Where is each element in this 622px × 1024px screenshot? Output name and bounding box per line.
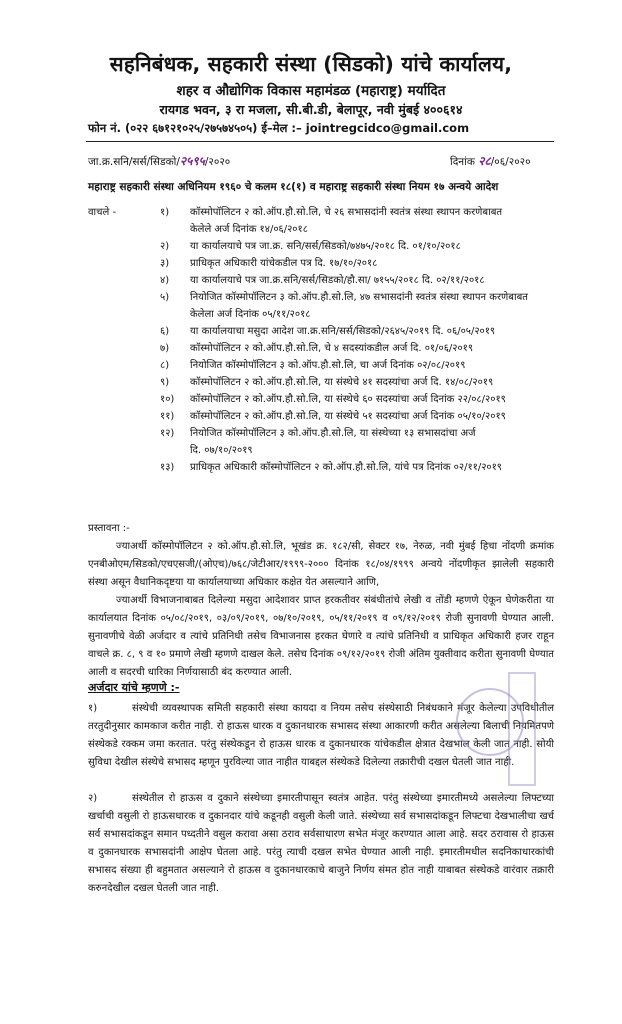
reference-text [190, 340, 554, 357]
reference-line: केलेले अर्ज दिनांक १४/०६/२०१८ [190, 224, 308, 235]
point-2-number: २) [88, 793, 98, 804]
point-1-text: संस्थेची व्यवस्थापक समिती सहकारी संस्था कायदा व नियम तसेच संस्थेसाठी निबंधकाने मंजूर केलेल्या उपविधीतील तरतुदीनुसार कामकाज करीत नाही. रो हाऊस धारक व दुकानधारक सभासद संस्था आकारणी करीत असलेल्या बिलाची नियमितपणे संस्थेकडे रक्कम जमा करतात. परंतु संस्थेकडून रो हाऊस धारक व दुकानधारक यांचेकडील क्षेत्रात देखभाल केली जात नाही. सोयी सुविधा देखील संस्थेचे सभासद म्हणून पुरविल्या जात नाहीत याबद्दल संस्थेकडे दिलेल्या तक्रारीची दखल घेतली जात नाही. [88, 703, 554, 768]
reference-line: कॉस्मोपॉलिटन २ को.ऑप.हौ.सो.लि, चे २६ सभासदांनी स्वतंत्र संस्था स्थापन करणेबाबत [190, 207, 503, 218]
organization-name: शहर व औद्योगिक विकास महामंडळ (महाराष्ट्र) मर्यादित [176, 83, 446, 99]
references-label [88, 408, 160, 425]
reference-line: नियोजित कॉस्मोपॉलिटन ३ को.ऑप.हौ.सो.लि, ४७ सभासदांनी स्वतंत्र संस्था स्थापन करणेबाबत [190, 292, 528, 303]
reference-line: या कार्यालयाचा मसुदा आदेश जा.क्र.सनि/सर्स/सिडको/२६४५/२०१९ दि. ०६/०५/२०१९ [190, 326, 496, 337]
reference-text [190, 272, 554, 289]
reference-item [88, 238, 554, 255]
reference-text [190, 204, 554, 238]
reference-line: कॉस्मोपॉलिटन २ को.ऑप.हौ.सो.लि, चे ४ सदस्यांकडील अर्ज दि. ०१/०६/२०१९ [190, 343, 474, 354]
reference-item [88, 204, 554, 238]
preamble-paragraph-2: ज्याअर्थी विभाजनाबाबत दिलेल्या मसुदा आदेशावर प्राप्त हरकतीवर संबंधीतांचे लेखी व तोंडी म्हणणे ऐकून घेणेकरीता या कार्यालयात दिनांक ०५/०८/२०१९, ०३/०९/२०१९, ०७/१०/२०१९, ०५/११/२०१९ व ०९/१२/२०१९ रोजी सुनावणी घेण्यात आली. सुनावणीचे वेळी अर्जदार व त्यांचे प्रतिनिधी तसेच विभाजनास हरकत घेणारे व त्यांचे प्रतिनिधी व प्राधिकृत अधिकारी हजर राहून वाचले क्र. ८, ९ व १० प्रमाणे लेखी म्हणणे दाखल केले. तसेच दिनांक ०९/१२/२०१९ रोजी अंतिम युक्तीवाद करीता सुनावणी घेण्यात आली व सदरची धारिका निर्णयासाठी बंद करण्यात आली. [88, 595, 554, 678]
office-title: सहनिबंधक, सहकारी संस्था (सिडको) यांचे कार्यालय, [109, 52, 513, 76]
reference-item [88, 289, 554, 323]
reference-line: या कार्यालयाचे पत्र जा.क्र.सनि/सर्स/सिडको/हौ.सा/ ७१५५/२०१८ दि. ०२/११/२०१८ [190, 275, 485, 286]
ref-prefix: जा.क्र.सनि/सर्स/सिडको/ [88, 156, 180, 168]
reference-text [190, 238, 554, 255]
reference-number: ३) [160, 258, 170, 269]
reference-line: कॉस्मोपॉलिटन २ को.ऑप.हौ.सो.लि, या संस्थेचे ४१ सदस्यांचा अर्ज दि. १४/०८/२०१९ [190, 377, 494, 388]
point-2-text: संस्थेतील रो हाऊस व दुकाने संस्थेच्या इमारतीपासून स्वतंत्र आहेत. परंतु संस्थेच्या इमारतीमध्ये असलेल्या लिफ्टच्या खर्चाची वसुली रो हाऊसधारक व दुकानदार यांचे कडूनही वसुली केली जाते. संस्थेच्या सर्व सभासदांकडून लिफ्टचा देखभालीचा खर्च सर्व सभासदांकडून समान पध्दतीने वसुल करावा असा ठराव सर्वसाधारण सभेत मंजूर करण्यात आला आहे. सदर ठरावास रो हाऊस व दुकानधारक सभासदांनी आक्षेप घेतला आहे. परंतु त्याची दखल सभेत घेण्यात आली नाही. इमारतीमधील सदनिकाधारकांची सभासद संख्या ही बहुमतात असल्याने रो हाऊस व दुकानधारकाचे बाजुने निर्णय संमत होत नाही याबाबत संस्थेकडे वारंवार तक्रारी करुनदेखील दखल घेतली जात नाही. [88, 793, 554, 894]
preamble-paragraph-1: ज्याअर्थी कॉस्मोपॉलिटन २ को.ऑप.हौ.सो.लि, भूखंड क्र. १८२/सी, सेक्टर १७, नेरुळ, नवी मुंबई हिचा नोंदणी क्रमांक एनबीओएम/सिडको/एचएसजी/(ओएच)/७६८/जेटीआर/१९९९-२००० दिनांक १८/०४/१९९९ अन्वये नोंदणीकृत झालेली सहकारी संस्था असून वैधानिकदृष्टया या कार्यालयाच्या अधिकार कक्षेत येत असल्याने आणि, [88, 541, 554, 588]
reference-line: कॉस्मोपॉलिटन २ को.ऑप.हौ.सो.लि, या संस्थेचे ६० सदस्यांचा अर्ज दिनांक २२/०८/२०१९ [190, 394, 506, 405]
references-label: वाचले - [88, 207, 117, 218]
references-label [88, 272, 160, 289]
applicant-heading: अर्जदार यांचे म्हणणे :- [88, 681, 180, 694]
reference-number: २) [160, 241, 170, 252]
date-rest: /०६/२०२० [490, 156, 531, 168]
reference-item [88, 425, 554, 459]
preamble-heading: प्रस्तावना :- [88, 523, 130, 534]
references-label [88, 391, 160, 408]
order-date [450, 152, 531, 169]
reference-item [88, 272, 554, 289]
references-label [88, 374, 160, 391]
references-label [88, 289, 160, 323]
reference-number: १०) [160, 394, 175, 405]
reference-item [88, 323, 554, 340]
reference-number: ८) [160, 360, 170, 371]
reference-line: प्राधिकृत अधिकारी यांचेकडील पत्र दि. १७/१०/२०१८ [190, 258, 378, 269]
reference-number: ७) [160, 343, 170, 354]
reference-number: ११) [160, 411, 175, 422]
point-1-number: १) [88, 703, 98, 714]
header-divider [86, 141, 554, 142]
reference-line: प्राधिकृत अधिकारी कॉस्मोपॉलिटन २ को.ऑप.हौ.सो.लि, यांचे पत्र दिनांक ०२/११/२०१९ [190, 462, 503, 473]
reference-number: ६) [160, 326, 170, 337]
office-address: रायगड भवन, ३ रा मजला, सी.बी.डी, बेलापूर, नवी मुंबई ४००६१४ [159, 102, 463, 117]
reference-line: कॉस्मोपॉलिटन २ को.ऑप.हौ.सो.लि, या संस्थेचे ५१ सदस्यांचा अर्ज दिनांक ०५/१०/२०१९ [190, 411, 506, 422]
references-label [88, 459, 160, 476]
reference-text [190, 255, 554, 272]
references-label [88, 340, 160, 357]
reference-line: केलेला अर्ज दिनांक ०५/११/२०१८ [190, 309, 311, 320]
reference-text [190, 459, 554, 476]
reference-item [88, 391, 554, 408]
reference-text [190, 391, 554, 408]
reference-item [88, 255, 554, 272]
reference-text [190, 408, 554, 425]
reference-item [88, 340, 554, 357]
references-label [88, 425, 160, 459]
reference-number [88, 152, 230, 169]
reference-number: ९) [160, 377, 170, 388]
reference-number: ४) [160, 275, 170, 286]
ref-year: /२०२० [204, 156, 231, 168]
references-label [88, 255, 160, 272]
references-label [88, 357, 160, 374]
reference-text [190, 425, 554, 459]
reference-text [190, 374, 554, 391]
reference-line: नियोजित कॉस्मोपॉलिटन ३ को.ऑप.हौ.सो.लि, या संस्थेच्या १३ सभासदांचा अर्ज [190, 428, 476, 439]
reference-item [88, 408, 554, 425]
references-label [88, 238, 160, 255]
reference-line: या कार्यालयाचे पत्र जा.क्र. सनि/सर्स/सिडको/७४७५/२०१८ दि. ०१/१०/२०१८ [190, 241, 461, 252]
reference-item [88, 459, 554, 476]
reference-text [190, 357, 554, 374]
reference-text [190, 323, 554, 340]
reference-item [88, 374, 554, 391]
ref-handwritten-number: २५९५ [179, 154, 205, 168]
reference-number: १२) [160, 428, 175, 439]
reference-line: नियोजित कॉस्मोपॉलिटन ३ को.ऑप.हौ.सो.लि, चा अर्ज दिनांक ०२/०८/२०१९ [190, 360, 466, 371]
order-subject: महाराष्ट्र सहकारी संस्था अधिनियम १९६० चे कलम १८(१) व महाराष्ट्र सहकारी संस्था नियम १७ अन्वये आदेश [88, 181, 499, 193]
reference-number: ५) [160, 292, 170, 303]
date-handwritten-day: २८ [478, 154, 491, 168]
references-label [88, 323, 160, 340]
reference-number: १) [160, 207, 170, 218]
reference-text [190, 289, 554, 323]
reference-number: १३) [160, 462, 175, 473]
contact-line: फोन नं. (०२२ ६७१२१०२५/२७५७४५०५) ई–मेल :– jointregcidco@gmail.com [88, 121, 470, 135]
reference-item [88, 357, 554, 374]
date-label: दिनांक [450, 156, 475, 168]
references-list [88, 204, 554, 476]
reference-line: दि. ०७/१०/२०१९ [190, 445, 253, 456]
office-seal-mark [508, 672, 536, 786]
